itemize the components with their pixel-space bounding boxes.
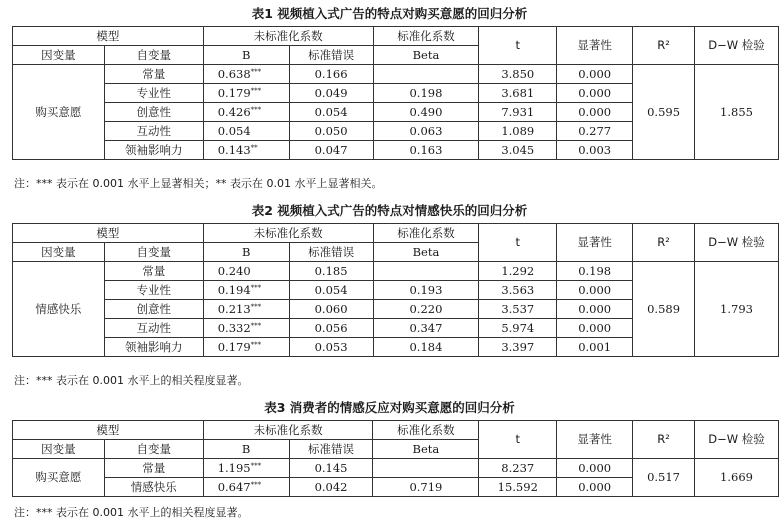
- beta-value: 0.220: [373, 300, 479, 319]
- header-significance: 显著性: [557, 224, 633, 262]
- beta-value: [373, 262, 479, 281]
- beta-value: [373, 65, 479, 84]
- table-1: [12, 26, 779, 160]
- header-standardized: 标准化系数: [373, 224, 479, 243]
- t-value: 3.563: [479, 281, 557, 300]
- dependent-variable: 购买意愿: [13, 65, 105, 160]
- sig-value: 0.277: [557, 122, 633, 141]
- beta-value: 0.719: [373, 478, 479, 497]
- se-value: 0.145: [289, 459, 373, 478]
- t-value: 1.292: [479, 262, 557, 281]
- b-value: 0.179***: [203, 338, 289, 357]
- variable-name: 情感快乐: [104, 478, 203, 497]
- beta-value: 0.347: [373, 319, 479, 338]
- header-model: 模型: [13, 27, 204, 46]
- b-value: 1.195***: [203, 459, 289, 478]
- r2-value: 0.589: [633, 262, 695, 357]
- variable-name: 互动性: [104, 319, 203, 338]
- b-value: 0.194***: [203, 281, 289, 300]
- b-value: 0.054: [203, 122, 289, 141]
- t-value: 3.397: [479, 338, 557, 357]
- sig-value: 0.000: [557, 300, 633, 319]
- t-value: 1.089: [479, 122, 557, 141]
- header-unstandardized: 未标准化系数: [203, 224, 373, 243]
- b-value: 0.213***: [203, 300, 289, 319]
- t-value: 7.931: [479, 103, 557, 122]
- table-1-note: 注：*** 表示在 0.001 水平上显著相关；** 表示在 0.01 水平上显著相关。: [14, 177, 383, 190]
- se-value: 0.049: [289, 84, 373, 103]
- variable-name: 互动性: [104, 122, 203, 141]
- dw-value: 1.669: [695, 459, 779, 497]
- r2-value: 0.595: [633, 65, 695, 160]
- beta-value: 0.163: [373, 141, 479, 160]
- beta-value: 0.193: [373, 281, 479, 300]
- header-r2: R²: [633, 224, 695, 262]
- sig-value: 0.003: [557, 141, 633, 160]
- se-value: 0.042: [289, 478, 373, 497]
- sig-value: 0.000: [557, 478, 633, 497]
- b-value: 0.638***: [203, 65, 289, 84]
- table-2-note: 注：*** 表示在 0.001 水平上的相关程度显著。: [14, 374, 249, 387]
- t-value: 3.850: [479, 65, 557, 84]
- header-significance: 显著性: [557, 421, 633, 459]
- variable-name: 领袖影响力: [104, 141, 203, 160]
- header-b: B: [203, 440, 289, 459]
- variable-name: 创意性: [104, 300, 203, 319]
- table-1-title: 表1 视频植入式广告的特点对购买意愿的回归分析: [251, 6, 528, 21]
- b-value: 0.332***: [203, 319, 289, 338]
- header-r2: R²: [633, 421, 695, 459]
- b-value: 0.179***: [203, 84, 289, 103]
- header-b: B: [203, 243, 289, 262]
- header-se: 标准错误: [289, 243, 373, 262]
- b-value: 0.426***: [203, 103, 289, 122]
- variable-name: 常量: [104, 459, 203, 478]
- header-dependent: 因变量: [13, 440, 105, 459]
- beta-value: 0.063: [373, 122, 479, 141]
- table-2: [12, 223, 779, 357]
- header-unstandardized: 未标准化系数: [203, 421, 373, 440]
- beta-value: 0.184: [373, 338, 479, 357]
- beta-value: 0.490: [373, 103, 479, 122]
- header-unstandardized: 未标准化系数: [203, 27, 373, 46]
- r2-value: 0.517: [633, 459, 695, 497]
- sig-value: 0.001: [557, 338, 633, 357]
- se-value: 0.050: [289, 122, 373, 141]
- se-value: 0.166: [289, 65, 373, 84]
- se-value: 0.054: [289, 281, 373, 300]
- se-value: 0.047: [289, 141, 373, 160]
- header-beta: Beta: [373, 46, 479, 65]
- sig-value: 0.000: [557, 319, 633, 338]
- header-independent: 自变量: [104, 440, 203, 459]
- header-dw: D−W 检验: [695, 421, 779, 459]
- header-standardized: 标准化系数: [373, 421, 479, 440]
- header-dependent: 因变量: [13, 46, 105, 65]
- se-value: 0.053: [289, 338, 373, 357]
- sig-value: 0.000: [557, 84, 633, 103]
- variable-name: 创意性: [104, 103, 203, 122]
- t-value: 8.237: [479, 459, 557, 478]
- sig-value: 0.000: [557, 103, 633, 122]
- table-row: [13, 459, 779, 478]
- beta-value: [373, 459, 479, 478]
- header-t: t: [479, 224, 557, 262]
- table-3-title: 表3 消费者的情感反应对购买意愿的回归分析: [264, 400, 515, 415]
- header-beta: Beta: [373, 243, 479, 262]
- table-row: [13, 65, 779, 84]
- se-value: 0.056: [289, 319, 373, 338]
- se-value: 0.060: [289, 300, 373, 319]
- header-t: t: [479, 421, 557, 459]
- variable-name: 领袖影响力: [104, 338, 203, 357]
- table-row: [13, 262, 779, 281]
- header-model: 模型: [13, 421, 204, 440]
- header-standardized: 标准化系数: [373, 27, 479, 46]
- variable-name: 常量: [104, 65, 203, 84]
- header-r2: R²: [633, 27, 695, 65]
- b-value: 0.143**: [203, 141, 289, 160]
- header-se: 标准错误: [289, 440, 373, 459]
- table-2-title: 表2 视频植入式广告的特点对情感快乐的回归分析: [251, 203, 528, 218]
- header-model: 模型: [13, 224, 204, 243]
- se-value: 0.185: [289, 262, 373, 281]
- sig-value: 0.000: [557, 65, 633, 84]
- header-b: B: [203, 46, 289, 65]
- header-independent: 自变量: [104, 243, 203, 262]
- sig-value: 0.198: [557, 262, 633, 281]
- header-t: t: [479, 27, 557, 65]
- table-3: [12, 420, 779, 497]
- b-value: 0.240: [203, 262, 289, 281]
- header-significance: 显著性: [557, 27, 633, 65]
- t-value: 3.045: [479, 141, 557, 160]
- header-independent: 自变量: [104, 46, 203, 65]
- t-value: 5.974: [479, 319, 557, 338]
- header-beta: Beta: [373, 440, 479, 459]
- dependent-variable: 情感快乐: [13, 262, 105, 357]
- sig-value: 0.000: [557, 459, 633, 478]
- variable-name: 专业性: [104, 84, 203, 103]
- table-3-note: 注：*** 表示在 0.001 水平上的相关程度显著。: [14, 506, 249, 519]
- dw-value: 1.855: [695, 65, 779, 160]
- b-value: 0.647***: [203, 478, 289, 497]
- variable-name: 常量: [104, 262, 203, 281]
- dependent-variable: 购买意愿: [13, 459, 105, 497]
- header-dw: D−W 检验: [695, 224, 779, 262]
- variable-name: 专业性: [104, 281, 203, 300]
- t-value: 15.592: [479, 478, 557, 497]
- header-dependent: 因变量: [13, 243, 105, 262]
- t-value: 3.537: [479, 300, 557, 319]
- dw-value: 1.793: [695, 262, 779, 357]
- t-value: 3.681: [479, 84, 557, 103]
- sig-value: 0.000: [557, 281, 633, 300]
- se-value: 0.054: [289, 103, 373, 122]
- beta-value: 0.198: [373, 84, 479, 103]
- header-dw: D−W 检验: [695, 27, 779, 65]
- header-se: 标准错误: [289, 46, 373, 65]
